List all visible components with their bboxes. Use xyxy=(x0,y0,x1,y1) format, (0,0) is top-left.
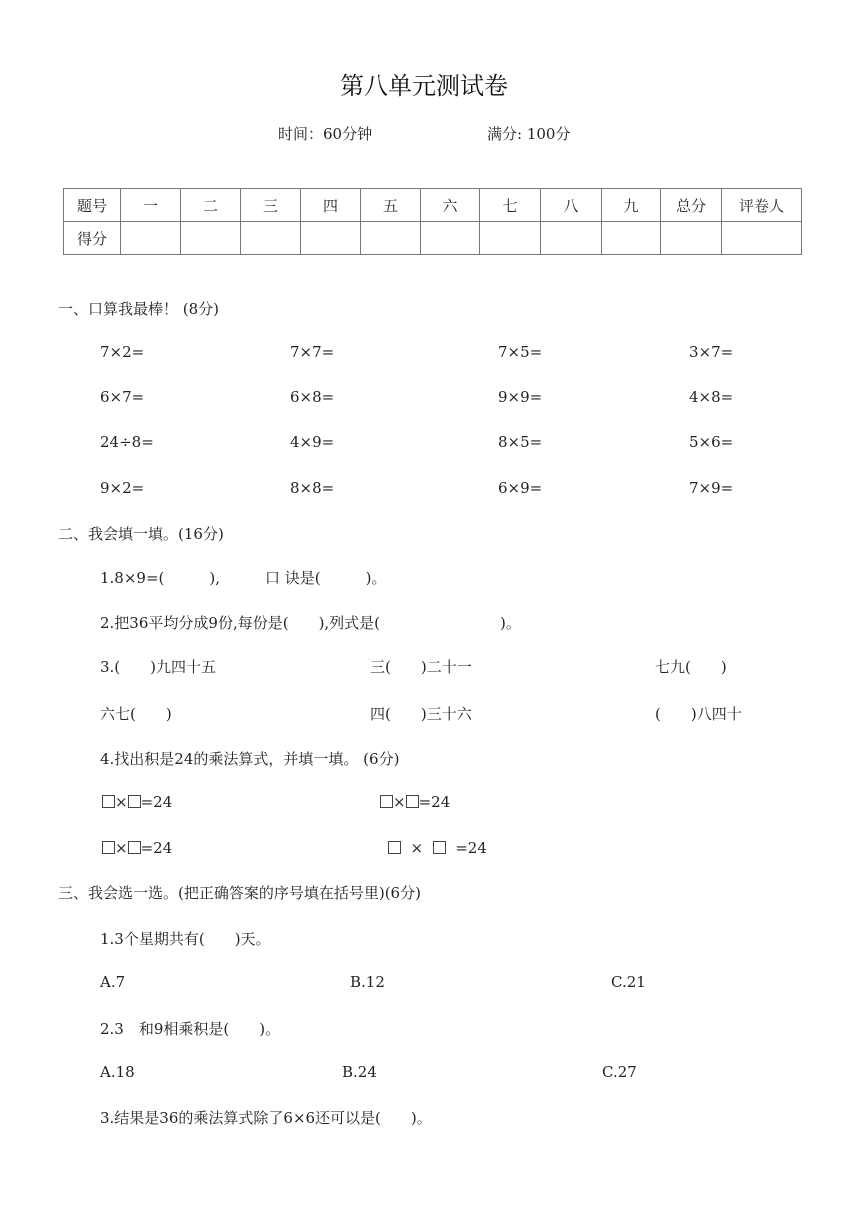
header-cell: 九 xyxy=(602,189,661,222)
option-a[interactable]: A.18 xyxy=(100,1063,135,1081)
calc-item: 7×2= xyxy=(100,343,145,361)
score-table xyxy=(63,188,802,255)
calc-item: 9×9= xyxy=(498,388,543,406)
mnemonic-item: 四( )三十六 xyxy=(370,705,472,723)
score-row-label: 得分 xyxy=(64,222,121,255)
header-cell: 三 xyxy=(241,189,301,222)
box-equation: × =24 xyxy=(102,793,172,811)
calc-item: 4×8= xyxy=(689,388,734,406)
score-cell[interactable] xyxy=(722,222,802,255)
calc-item: 5×6= xyxy=(689,433,734,451)
header-cell: 一 xyxy=(121,189,181,222)
section-2-heading: 二、我会填一填。(16分) xyxy=(58,525,224,543)
calc-item: 7×9= xyxy=(689,479,734,497)
score-cell[interactable] xyxy=(421,222,480,255)
time-limit: 时间：60分钟 xyxy=(278,125,373,143)
calc-item: 8×8= xyxy=(290,479,335,497)
blank-box[interactable] xyxy=(102,795,115,808)
calc-item: 6×8= xyxy=(290,388,335,406)
header-cell: 题号 xyxy=(64,189,121,222)
header-cell: 总分 xyxy=(661,189,722,222)
header-cell: 八 xyxy=(541,189,602,222)
blank-box[interactable] xyxy=(102,841,115,854)
calc-item: 7×7= xyxy=(290,343,335,361)
mnemonic-item: ( )八四十 xyxy=(655,705,742,723)
box-equation: × =24 xyxy=(102,839,172,857)
score-table-score-row xyxy=(64,222,802,255)
header-cell: 评卷人 xyxy=(722,189,802,222)
blank-box[interactable] xyxy=(388,841,401,854)
score-cell[interactable] xyxy=(480,222,541,255)
header-cell: 六 xyxy=(421,189,480,222)
section-1-heading: 一、口算我最棒！ (8分) xyxy=(58,300,220,318)
option-a[interactable]: A.7 xyxy=(100,973,126,991)
option-c[interactable]: C.27 xyxy=(602,1063,637,1081)
score-cell[interactable] xyxy=(361,222,421,255)
calc-item: 9×2= xyxy=(100,479,145,497)
blank-box[interactable] xyxy=(406,795,419,808)
header-cell: 四 xyxy=(301,189,361,222)
box-equation: × =24 xyxy=(380,793,450,811)
option-c[interactable]: C.21 xyxy=(611,973,646,991)
calc-item: 6×7= xyxy=(100,388,145,406)
mnemonic-item: 六七( ) xyxy=(100,705,172,723)
score-cell[interactable] xyxy=(121,222,181,255)
calc-item: 7×5= xyxy=(498,343,543,361)
blank-box[interactable] xyxy=(128,795,141,808)
score-cell[interactable] xyxy=(661,222,722,255)
blank-box[interactable] xyxy=(433,841,446,854)
header-cell: 七 xyxy=(480,189,541,222)
question-2-2: 2.把36平均分成9份,每份是( ),列式是( )。 xyxy=(100,614,521,632)
mnemonic-item: 三( )二十一 xyxy=(370,658,472,676)
box-equation: × =24 xyxy=(388,839,487,857)
calc-item: 6×9= xyxy=(498,479,543,497)
mnemonic-item: 3.( )九四十五 xyxy=(100,658,217,676)
calc-item: 24÷8= xyxy=(100,433,154,451)
blank-box[interactable] xyxy=(380,795,393,808)
question-3-2: 2.3 和9相乘积是( )。 xyxy=(100,1020,281,1038)
question-2-1: 1.8×9=( ), 口 诀是( )。 xyxy=(100,569,387,587)
score-cell[interactable] xyxy=(301,222,361,255)
score-cell[interactable] xyxy=(181,222,241,255)
calc-item: 4×9= xyxy=(290,433,335,451)
question-2-4: 4.找出积是24的乘法算式，并填一填。 (6分) xyxy=(100,750,400,768)
full-score: 满分: 100分 xyxy=(487,125,571,143)
option-b[interactable]: B.12 xyxy=(350,973,385,991)
calc-item: 3×7= xyxy=(689,343,734,361)
score-table-header-row xyxy=(64,189,802,222)
section-3-heading: 三、我会选一选。(把正确答案的序号填在括号里)(6分) xyxy=(58,884,421,902)
question-3-3: 3.结果是36的乘法算式除了6×6还可以是( )。 xyxy=(100,1109,432,1127)
score-cell[interactable] xyxy=(602,222,661,255)
calc-item: 8×5= xyxy=(498,433,543,451)
page-title: 第八单元测试卷 xyxy=(340,72,508,100)
score-cell[interactable] xyxy=(541,222,602,255)
option-b[interactable]: B.24 xyxy=(342,1063,377,1081)
question-3-1: 1.3个星期共有( )天。 xyxy=(100,930,271,948)
score-cell[interactable] xyxy=(241,222,301,255)
blank-box[interactable] xyxy=(128,841,141,854)
mnemonic-item: 七九( ) xyxy=(655,658,727,676)
header-cell: 五 xyxy=(361,189,421,222)
header-cell: 二 xyxy=(181,189,241,222)
